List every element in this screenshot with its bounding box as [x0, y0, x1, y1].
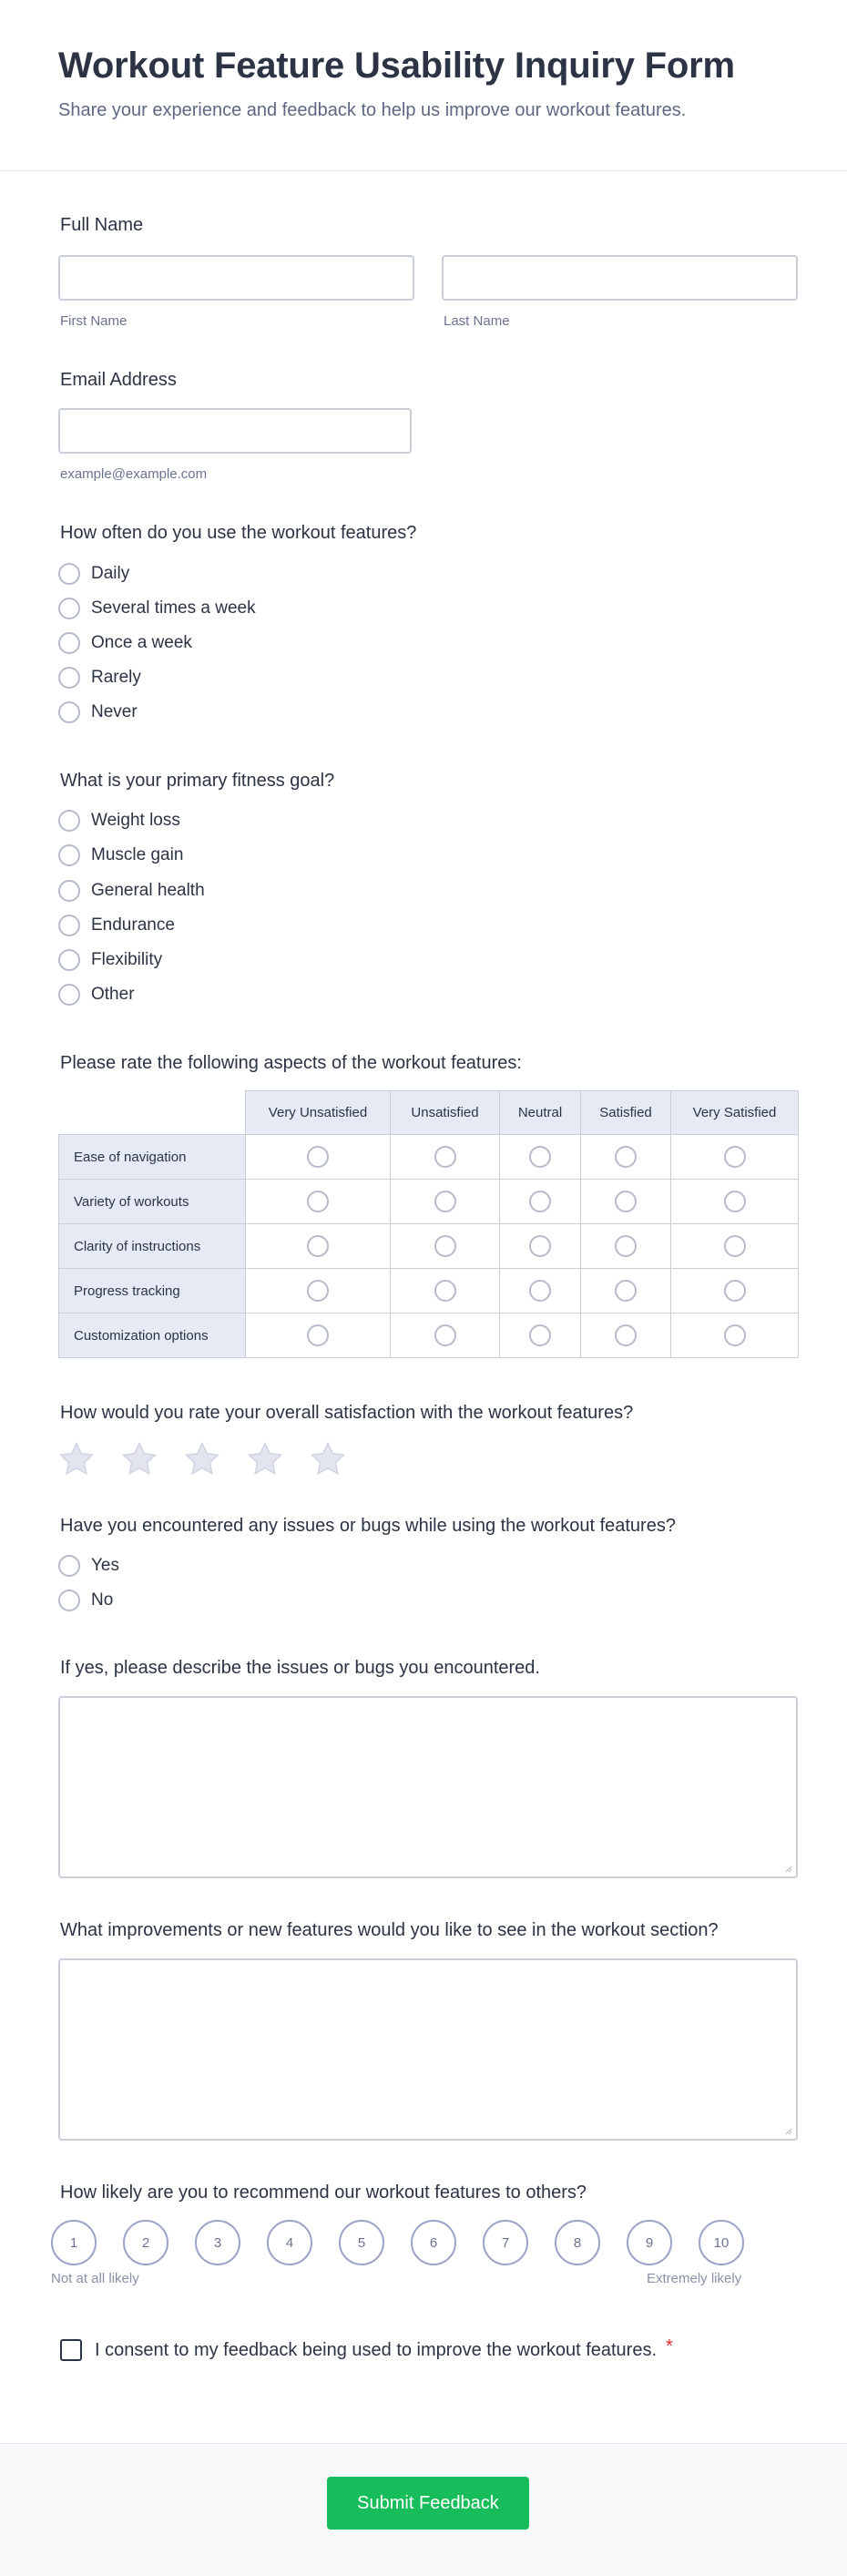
recommend-scale [51, 2220, 770, 2265]
radio-button[interactable] [307, 1235, 329, 1257]
matrix-cell[interactable] [581, 1135, 671, 1180]
radio-button[interactable] [58, 1555, 80, 1577]
radio-button[interactable] [529, 1324, 551, 1346]
radio-button[interactable] [434, 1235, 456, 1257]
star-icon[interactable] [182, 1439, 222, 1479]
radio-button[interactable] [58, 949, 80, 971]
matrix-cell[interactable] [391, 1135, 500, 1180]
radio-button[interactable] [724, 1146, 746, 1168]
rating-matrix-question: Please rate the following aspects of the workout features: [60, 1053, 522, 1073]
matrix-column-header: Very Satisfied [671, 1091, 799, 1135]
goal-option-general-health[interactable]: General health [58, 877, 205, 905]
matrix-row-header: Variety of workouts [59, 1180, 246, 1224]
matrix-cell[interactable] [500, 1269, 581, 1314]
resize-grip-icon[interactable] [783, 1864, 792, 1873]
radio-button[interactable] [724, 1324, 746, 1346]
matrix-cell[interactable] [500, 1135, 581, 1180]
radio-button[interactable] [434, 1324, 456, 1346]
matrix-cell[interactable] [581, 1314, 671, 1358]
matrix-cell[interactable] [500, 1180, 581, 1224]
radio-button[interactable] [58, 563, 80, 585]
radio-button[interactable] [529, 1191, 551, 1212]
matrix-corner [59, 1091, 246, 1135]
radio-button[interactable] [434, 1280, 456, 1302]
radio-button[interactable] [307, 1191, 329, 1212]
last-name-sublabel: Last Name [444, 313, 510, 329]
required-asterisk: * [666, 2336, 673, 2356]
page-title: Workout Feature Usability Inquiry Form [58, 46, 735, 86]
matrix-column-header: Very Unsatisfied [246, 1091, 391, 1135]
goal-option-other[interactable]: Other [58, 981, 135, 1008]
matrix-row [59, 1269, 799, 1314]
consent-row[interactable] [60, 2336, 673, 2361]
last-name-input[interactable] [442, 255, 798, 301]
usage-option-once-a-week[interactable]: Once a week [58, 629, 192, 657]
radio-button[interactable] [58, 844, 80, 866]
improvements-textarea[interactable] [58, 1958, 798, 2141]
matrix-cell[interactable] [246, 1180, 391, 1224]
scale-option[interactable]: 1 [51, 2220, 97, 2265]
full-name-label: Full Name [60, 215, 144, 235]
scale-option[interactable]: 9 [627, 2220, 672, 2265]
matrix-row [59, 1180, 799, 1224]
radio-button[interactable] [615, 1191, 637, 1212]
radio-button[interactable] [434, 1146, 456, 1168]
radio-button[interactable] [529, 1235, 551, 1257]
goal-option-muscle-gain[interactable]: Muscle gain [58, 842, 183, 869]
matrix-cell[interactable] [391, 1314, 500, 1358]
matrix-cell[interactable] [581, 1180, 671, 1224]
scale-option[interactable]: 7 [483, 2220, 528, 2265]
matrix-cell[interactable] [391, 1269, 500, 1314]
radio-button[interactable] [615, 1324, 637, 1346]
scale-option[interactable]: 6 [411, 2220, 456, 2265]
radio-button[interactable] [724, 1280, 746, 1302]
usage-option-daily[interactable]: Daily [58, 560, 129, 588]
matrix-cell[interactable] [671, 1135, 799, 1180]
star-icon[interactable] [119, 1439, 159, 1479]
star-icon[interactable] [308, 1439, 348, 1479]
issues-option-yes[interactable]: Yes [58, 1552, 119, 1579]
radio-button[interactable] [58, 984, 80, 1006]
radio-button[interactable] [615, 1280, 637, 1302]
usage-option-several-times[interactable]: Several times a week [58, 595, 256, 622]
matrix-cell[interactable] [581, 1224, 671, 1269]
resize-grip-icon[interactable] [783, 2126, 792, 2135]
matrix-cell[interactable] [500, 1224, 581, 1269]
usage-frequency-question: How often do you use the workout features? [60, 523, 417, 543]
matrix-row [59, 1224, 799, 1269]
consent-label: I consent to my feedback being used to improve the workout features. [95, 2339, 658, 2360]
radio-button[interactable] [529, 1280, 551, 1302]
scale-high-label: Extremely likely [647, 2271, 742, 2286]
radio-button[interactable] [307, 1280, 329, 1302]
radio-button[interactable] [58, 810, 80, 832]
first-name-input[interactable] [58, 255, 414, 301]
scale-option[interactable]: 2 [123, 2220, 168, 2265]
matrix-cell[interactable] [246, 1224, 391, 1269]
goal-option-flexibility[interactable]: Flexibility [58, 946, 162, 974]
matrix-column-header: Unsatisfied [391, 1091, 500, 1135]
matrix-cell[interactable] [391, 1180, 500, 1224]
matrix-row-header: Customization options [59, 1314, 246, 1358]
matrix-cell[interactable] [391, 1224, 500, 1269]
email-sublabel: example@example.com [60, 466, 208, 482]
matrix-cell[interactable] [671, 1269, 799, 1314]
form-header [0, 0, 847, 171]
matrix-cell[interactable] [671, 1224, 799, 1269]
submit-button[interactable]: Submit Feedback [327, 2477, 529, 2530]
matrix-column-header: Neutral [500, 1091, 581, 1135]
star-icon[interactable] [245, 1439, 285, 1479]
goal-option-endurance[interactable]: Endurance [58, 912, 175, 939]
matrix-cell[interactable] [246, 1314, 391, 1358]
matrix-cell[interactable] [246, 1269, 391, 1314]
radio-button[interactable] [529, 1146, 551, 1168]
matrix-cell[interactable] [671, 1314, 799, 1358]
scale-option[interactable]: 4 [267, 2220, 312, 2265]
radio-button[interactable] [58, 632, 80, 654]
radio-button[interactable] [58, 915, 80, 936]
usage-option-rarely[interactable]: Rarely [58, 664, 141, 691]
radio-button[interactable] [58, 1590, 80, 1611]
matrix-row [59, 1314, 799, 1358]
radio-button[interactable] [307, 1146, 329, 1168]
radio-button[interactable] [58, 701, 80, 723]
matrix-cell[interactable] [581, 1269, 671, 1314]
scale-option[interactable]: 5 [339, 2220, 384, 2265]
matrix-row-header: Clarity of instructions [59, 1224, 246, 1269]
radio-button[interactable] [615, 1235, 637, 1257]
issues-question: Have you encountered any issues or bugs while using the workout features? [60, 1516, 676, 1536]
scale-option[interactable]: 8 [555, 2220, 600, 2265]
issues-option-no[interactable]: No [58, 1587, 113, 1614]
scale-option[interactable]: 10 [699, 2220, 744, 2265]
usage-option-never[interactable]: Never [58, 699, 138, 726]
rating-matrix [58, 1090, 799, 1358]
page-subtitle: Share your experience and feedback to help us improve our workout features. [58, 100, 687, 120]
fitness-goal-question: What is your primary fitness goal? [60, 771, 335, 791]
matrix-cell[interactable] [246, 1135, 391, 1180]
matrix-row-header: Ease of navigation [59, 1135, 246, 1180]
improvements-question: What improvements or new features would you like to see in the workout section? [60, 1920, 719, 1940]
matrix-row [59, 1135, 799, 1180]
issues-description-question: If yes, please describe the issues or bugs you encountered. [60, 1658, 540, 1678]
satisfaction-question: How would you rate your overall satisfaction with the workout features? [60, 1403, 634, 1423]
star-icon[interactable] [56, 1439, 97, 1479]
matrix-column-header: Satisfied [581, 1091, 671, 1135]
scale-option[interactable]: 3 [195, 2220, 240, 2265]
matrix-cell[interactable] [671, 1180, 799, 1224]
first-name-sublabel: First Name [60, 313, 128, 329]
star-rating [56, 1439, 371, 1479]
radio-button[interactable] [615, 1146, 637, 1168]
radio-button[interactable] [724, 1191, 746, 1212]
scale-low-label: Not at all likely [51, 2271, 139, 2286]
radio-button[interactable] [724, 1235, 746, 1257]
matrix-cell[interactable] [500, 1314, 581, 1358]
email-label: Email Address [60, 370, 177, 390]
goal-option-weight-loss[interactable]: Weight loss [58, 807, 180, 834]
radio-button[interactable] [58, 667, 80, 689]
issues-description-textarea[interactable] [58, 1696, 798, 1878]
matrix-row-header: Progress tracking [59, 1269, 246, 1314]
radio-button[interactable] [307, 1324, 329, 1346]
recommend-question: How likely are you to recommend our workout features to others? [60, 2182, 587, 2203]
email-input[interactable] [58, 408, 412, 454]
radio-button[interactable] [434, 1191, 456, 1212]
consent-checkbox[interactable] [60, 2339, 82, 2361]
radio-button[interactable] [58, 880, 80, 902]
radio-button[interactable] [58, 598, 80, 619]
matrix-header-row [59, 1091, 799, 1135]
